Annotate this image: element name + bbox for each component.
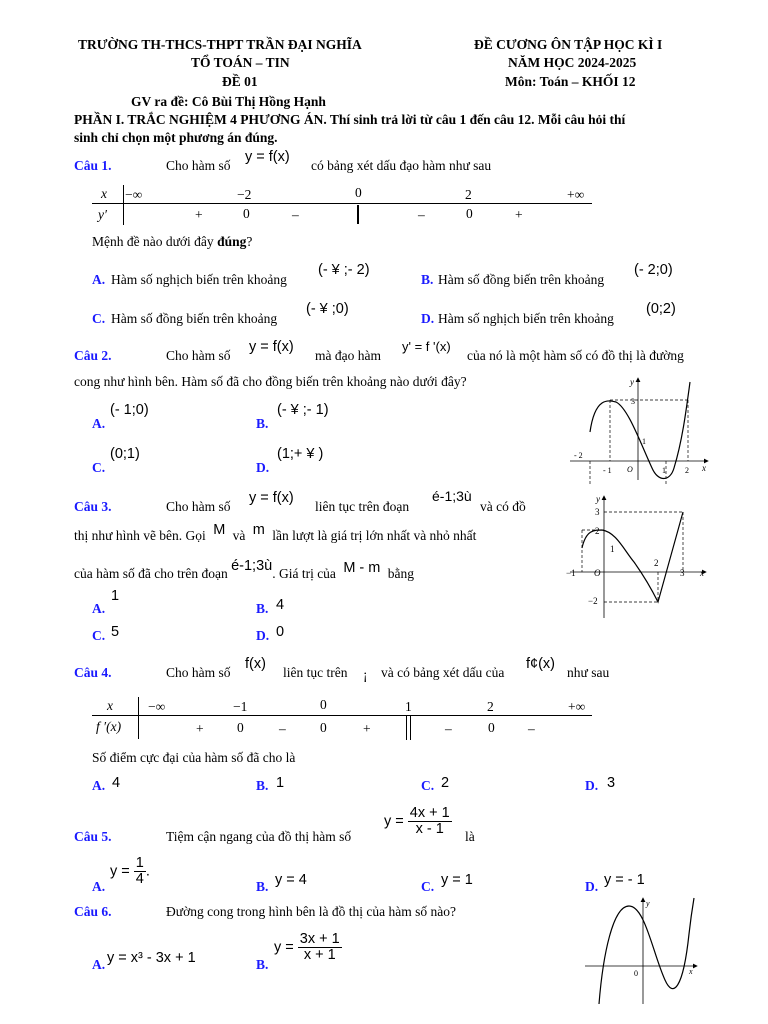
- q2-graph-tick: - 2: [574, 451, 583, 460]
- q3-text-c: và có đồ: [480, 499, 526, 514]
- q6-option-b-math[interactable]: y = $\frac{3x + 1}{x + 1}$: [274, 931, 340, 964]
- q6-graph-x-label: x: [689, 967, 693, 976]
- q2-graph-tick: 2: [685, 466, 689, 475]
- q3-option-a-label[interactable]: A.: [92, 601, 106, 616]
- q2-option-b-math[interactable]: (- ¥ ;- 1): [277, 402, 329, 418]
- q4-label: Câu 4.: [74, 665, 112, 680]
- q1-option-c-text[interactable]: Hàm số đồng biến trên khoảng: [111, 311, 278, 326]
- q1-option-c-label[interactable]: C.: [92, 311, 106, 326]
- q2-option-a-label[interactable]: A.: [92, 416, 106, 431]
- q6-label: Câu 6.: [74, 904, 112, 919]
- q1-table-sign: –: [292, 207, 299, 222]
- q1-table-y-head: y′: [98, 207, 107, 222]
- q3-option-d-label[interactable]: D.: [256, 628, 270, 643]
- q6-option-a-math[interactable]: y = x³ - 3x + 1: [107, 950, 196, 966]
- q5-option-d-math[interactable]: y = - 1: [604, 872, 645, 888]
- q3-graph-tick: −2: [588, 596, 598, 606]
- q4-table-sign: –: [528, 721, 535, 736]
- q1-text: Cho hàm số: [166, 158, 231, 173]
- q1-table-x-value: 2: [465, 187, 472, 202]
- q1-option-b-math[interactable]: (- 2;0): [634, 262, 673, 278]
- q4-option-c-value[interactable]: 2: [441, 775, 450, 791]
- q2-text-b: mà đạo hàm: [315, 348, 381, 363]
- q1-table-x-value: 0: [355, 185, 362, 200]
- q5-label: Câu 5.: [74, 829, 112, 844]
- q1-table-sign: 0: [466, 206, 473, 221]
- q4-table-sign: +: [196, 721, 204, 736]
- part1-instructions-line2: sinh chỉ chọn một phương án đúng.: [74, 130, 278, 145]
- q2-text-c: của nó là một hàm số có đồ thị là đường: [467, 348, 684, 363]
- q2-option-a-math[interactable]: (- 1;0): [110, 402, 149, 418]
- q2-graph: [570, 372, 720, 484]
- q1-table-x-value: +∞: [567, 187, 585, 202]
- q3-text: Cho hàm số: [166, 499, 231, 514]
- q1-stem: Mệnh đề nào dưới đây đúng?: [92, 234, 253, 249]
- q5-option-d-label[interactable]: D.: [585, 879, 599, 894]
- q3-graph-tick: 3: [680, 568, 685, 578]
- q2-text-line2: cong như hình bên. Hàm số đã cho đồng biến trên khoảng nào dưới đây?: [74, 374, 467, 389]
- q1-option-d-math[interactable]: (0;2): [646, 301, 676, 317]
- q5-text-b: là: [465, 829, 475, 844]
- q4-text: Cho hàm số: [166, 665, 231, 680]
- q2-text: Cho hàm số: [166, 348, 231, 363]
- q4-table-sign: 0: [237, 720, 244, 735]
- q2-option-d-math[interactable]: (1;+ ¥ ): [277, 446, 324, 462]
- q2-label: Câu 2.: [74, 348, 112, 363]
- q1-option-b-text[interactable]: Hàm số đồng biến trên khoảng: [438, 272, 605, 287]
- q5-option-b-label[interactable]: B.: [256, 879, 269, 894]
- q3-interval: é-1;3ù: [432, 488, 472, 504]
- q4-table-sign: 0: [320, 720, 327, 735]
- school-year: NĂM HỌC 2024-2025: [508, 55, 637, 70]
- q3-text-b: liên tục trên đoạn: [315, 499, 410, 514]
- q4-text-c: và có bảng xét dấu của: [381, 665, 505, 680]
- q4-text-d: như sau: [567, 665, 610, 680]
- q4-function: f(x): [245, 656, 266, 672]
- q2-graph-tick: 1: [642, 437, 646, 446]
- q5-option-b-math[interactable]: y = 4: [275, 872, 307, 888]
- q5-option-a-label[interactable]: A.: [92, 879, 106, 894]
- q2-graph-tick: - 1: [603, 466, 612, 475]
- q4-table-sign: –: [279, 721, 286, 736]
- q1-option-a-text[interactable]: Hàm số nghịch biến trên khoảng: [111, 272, 287, 287]
- q4-table-x-value: +∞: [568, 699, 586, 714]
- q5-text: Tiệm cận ngang của đồ thị hàm số: [166, 829, 352, 844]
- q4-table-sign: 0: [488, 720, 495, 735]
- q4-option-a-label[interactable]: A.: [92, 778, 106, 793]
- exam-code: ĐỀ 01: [222, 74, 258, 89]
- q5-option-c-label[interactable]: C.: [421, 879, 435, 894]
- q2-option-c-math[interactable]: (0;1): [110, 446, 140, 462]
- q4-table-fprime-head: f ′(x): [96, 719, 122, 734]
- q1-option-d-label[interactable]: D.: [421, 311, 435, 326]
- q1-table-x-value: −2: [237, 187, 252, 202]
- q1-function: y = f(x): [245, 149, 290, 165]
- q4-table-x-value: −1: [233, 699, 248, 714]
- q1-option-d-text[interactable]: Hàm số nghịch biến trên khoảng: [438, 311, 614, 326]
- q4-option-c-label[interactable]: C.: [421, 778, 435, 793]
- q6-graph-y-label: y: [646, 899, 650, 908]
- q3-graph-y-label: y: [596, 494, 600, 504]
- q4-table-x-head: x: [107, 698, 113, 713]
- q1-text-b: có bảng xét dấu đạo hàm như sau: [311, 158, 492, 173]
- q2-graph-tick: 1: [662, 466, 666, 475]
- school-name: TRƯỜNG TH-THCS-THPT TRẦN ĐẠI NGHĨA: [78, 37, 362, 52]
- subject: Môn: Toán – KHỐI 12: [505, 74, 636, 89]
- q2-function: y = f(x): [249, 339, 294, 355]
- q2-graph-tick: 3: [631, 397, 635, 406]
- q3-option-d-value[interactable]: 0: [276, 624, 285, 640]
- q4-option-d-value[interactable]: 3: [607, 775, 616, 791]
- q1-table-sign: –: [418, 207, 425, 222]
- q6-text: Đường cong trong hình bên là đồ thị của hàm số nào?: [166, 904, 457, 919]
- q4-option-b-value[interactable]: 1: [276, 775, 285, 791]
- q3-graph-origin: O: [594, 568, 601, 578]
- q2-graph-x-label: x: [702, 463, 706, 473]
- q1-table-x-value: −∞: [125, 187, 143, 202]
- q6-graph: [585, 894, 707, 1006]
- q5-option-c-math[interactable]: y = 1: [441, 872, 473, 888]
- q3-graph-tick: 1: [610, 544, 615, 554]
- q6-curve: [599, 898, 694, 1004]
- q4-option-b-label[interactable]: B.: [256, 778, 269, 793]
- q4-text-b: liên tục trên: [283, 665, 348, 680]
- q3-line3: của hàm số đã cho trên đoạn é-1;3ù. Giá trị của M - m bằng: [74, 558, 414, 581]
- q2-curve: [590, 382, 690, 479]
- q1-table-sign: +: [195, 207, 203, 222]
- q3-line2: thị như hình vẽ bên. Gọi M và m lần lượt là giá trị lớn nhất và nhỏ nhất: [74, 522, 477, 543]
- q6-option-b-label[interactable]: B.: [256, 957, 269, 972]
- q3-option-b-label[interactable]: B.: [256, 601, 269, 616]
- q4-stem: Số điểm cực đại của hàm số đã cho là: [92, 750, 296, 765]
- q6-graph-origin: 0: [634, 969, 638, 978]
- q3-graph-tick: 3: [595, 507, 600, 517]
- q1-table-sign: +: [515, 207, 523, 222]
- q1-label: Câu 1.: [74, 158, 112, 173]
- q1-table-double-bar: [357, 205, 359, 224]
- q4-table-sign: +: [363, 721, 371, 736]
- author: GV ra đề: Cô Bùi Thị Hồng Hạnh: [131, 94, 326, 109]
- q2-option-b-label[interactable]: B.: [256, 416, 269, 431]
- q4-option-a-value[interactable]: 4: [112, 775, 121, 791]
- q4-derivative: f¢(x): [526, 656, 555, 672]
- q2-option-d-label[interactable]: D.: [256, 460, 270, 475]
- q1-option-c-math[interactable]: (- ¥ ;0): [306, 301, 349, 317]
- q3-function: y = f(x): [249, 490, 294, 506]
- q3-graph-tick: 2: [595, 526, 600, 536]
- q5-option-a-math[interactable]: y = $\frac{1}{4}$ .: [110, 855, 150, 888]
- q1-option-b-label[interactable]: B.: [421, 272, 434, 287]
- q5-function: y = $\frac{4x + 1}{x - 1}$: [384, 805, 450, 838]
- q3-graph-x-label: x: [700, 568, 704, 578]
- q3-option-c-label[interactable]: C.: [92, 628, 106, 643]
- q4-table-x-value: 2: [487, 699, 494, 714]
- q3-graph: [562, 490, 714, 620]
- q4-table-x-value: 1: [405, 699, 412, 714]
- q1-option-a-math[interactable]: (- ¥ ;- 2): [318, 262, 370, 278]
- part1-instructions-line1: PHẦN I. TRẮC NGHIỆM 4 PHƯƠNG ÁN. Thí sinh trả lời từ câu 1 đến câu 12. Mỗi câu hỏi thí: [74, 112, 626, 127]
- q2-option-c-label[interactable]: C.: [92, 460, 106, 475]
- q1-option-a-label[interactable]: A.: [92, 272, 106, 287]
- q3-graph-tick: −1: [566, 568, 576, 578]
- q3-label: Câu 3.: [74, 499, 112, 514]
- q3-option-a-value[interactable]: 1: [111, 588, 120, 604]
- q1-table-sign: 0: [243, 206, 250, 221]
- q4-table-x-value: 0: [320, 697, 327, 712]
- q6-option-a-label[interactable]: A.: [92, 957, 106, 972]
- q2-graph-y-label: y: [630, 377, 634, 387]
- q4-table-sign: –: [445, 721, 452, 736]
- q3-option-c-value[interactable]: 5: [111, 624, 120, 640]
- q4-option-d-label[interactable]: D.: [585, 778, 599, 793]
- q4-table-x-value: −∞: [148, 699, 166, 714]
- department: TỔ TOÁN – TIN: [191, 55, 290, 70]
- q1-table-x-head: x: [101, 186, 107, 201]
- q2-derivative: y' = f '(x): [402, 339, 451, 354]
- exam-title: ĐỀ CƯƠNG ÔN TẬP HỌC KÌ I: [474, 37, 663, 52]
- q4-table-double-bar: [406, 716, 407, 740]
- q3-option-b-value[interactable]: 4: [276, 597, 285, 613]
- q4-domain: ¡: [363, 667, 368, 682]
- q2-graph-origin: O: [627, 465, 633, 474]
- q3-graph-tick: 2: [654, 558, 659, 568]
